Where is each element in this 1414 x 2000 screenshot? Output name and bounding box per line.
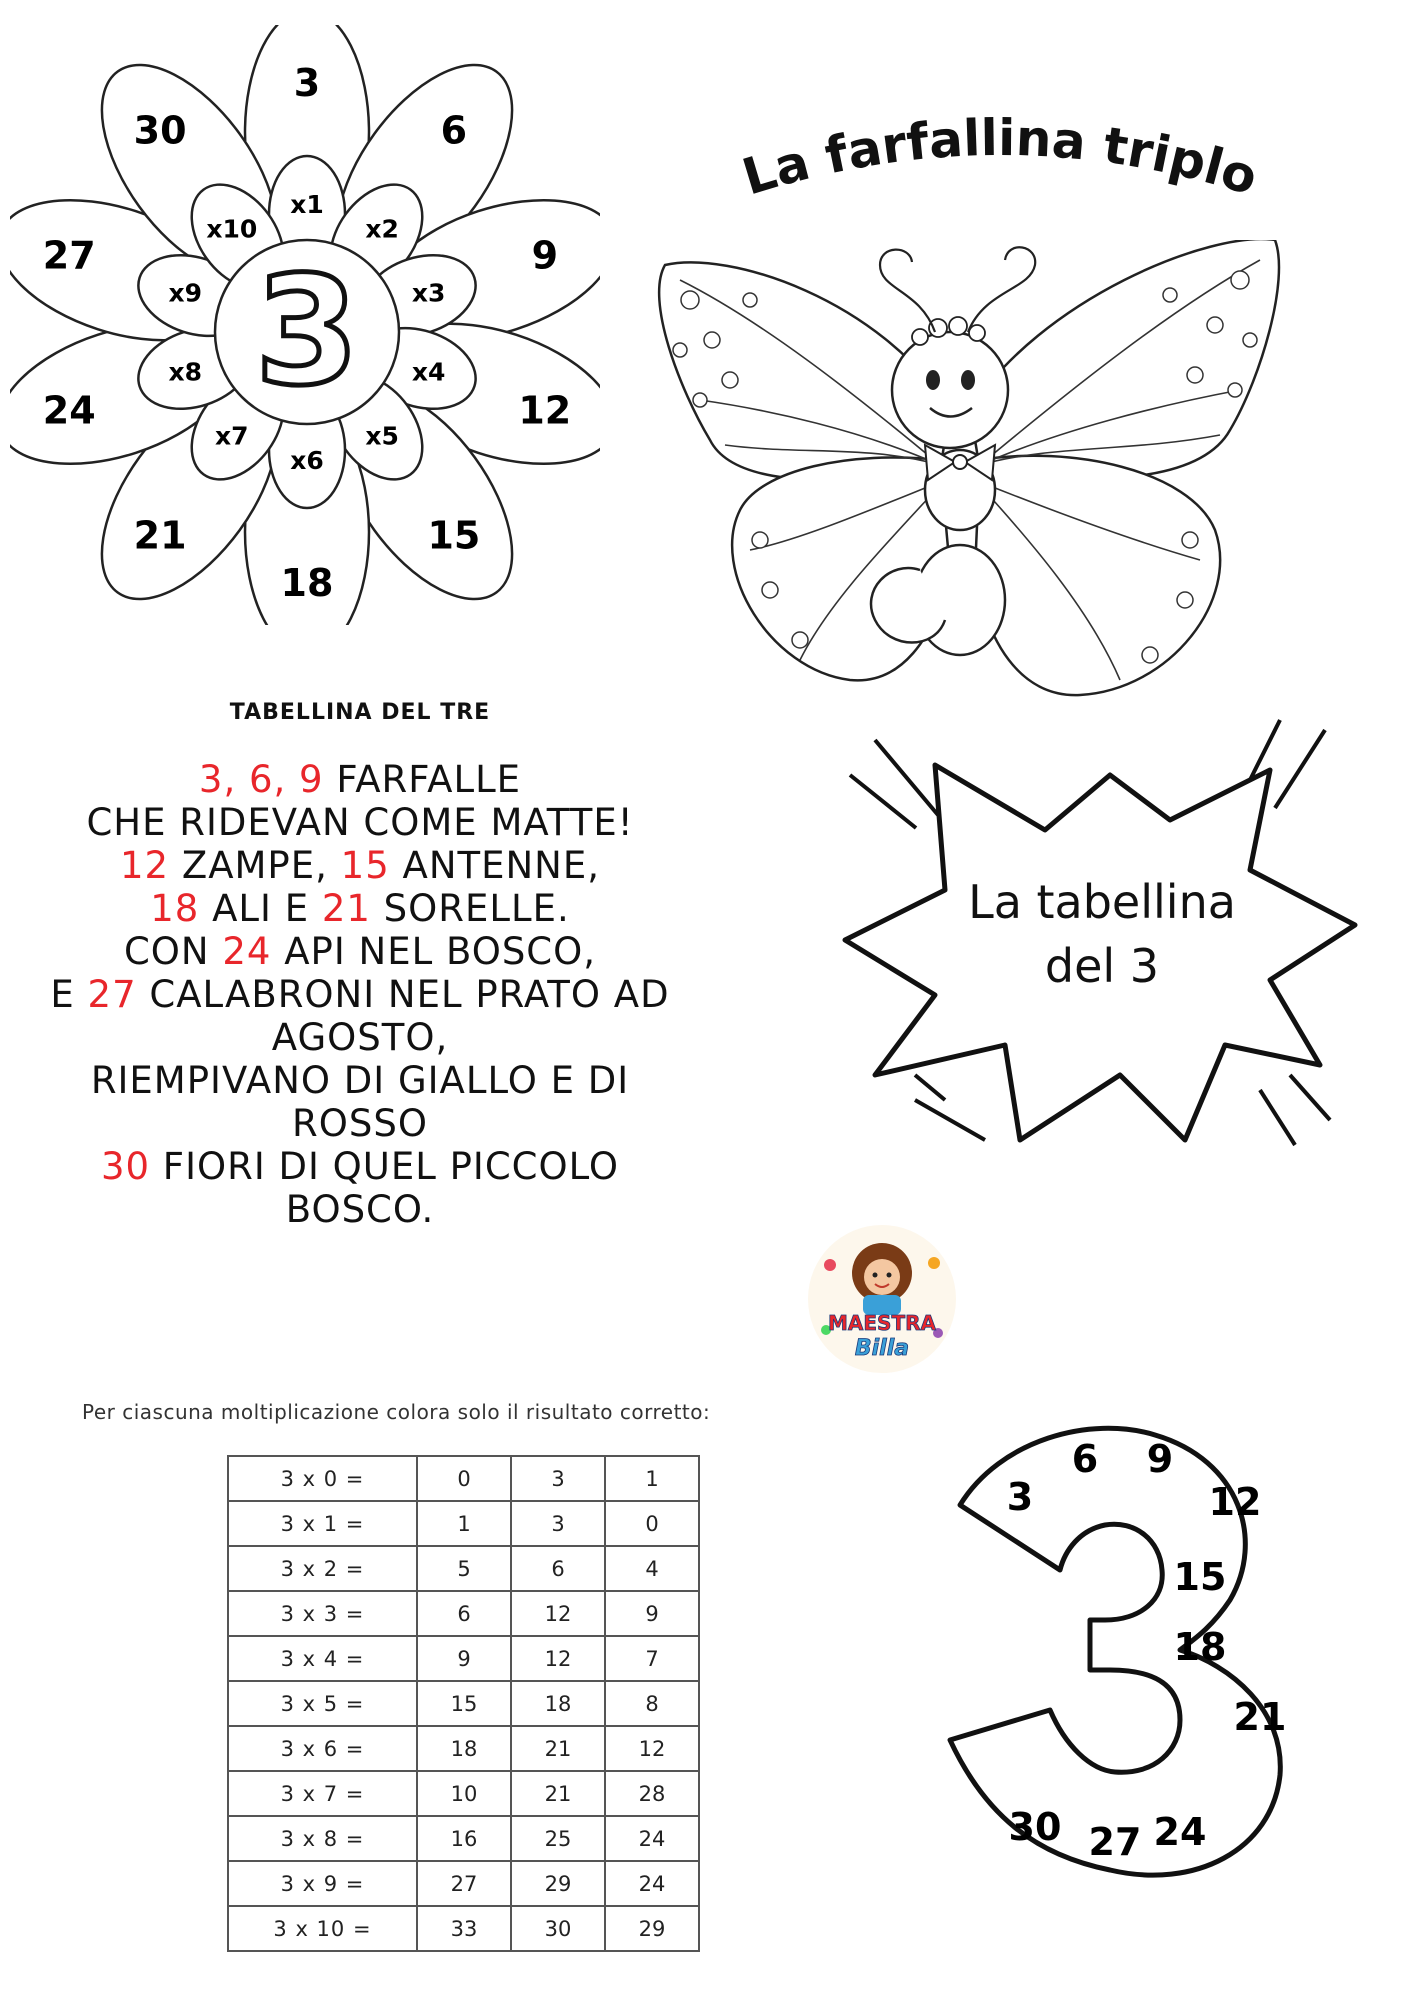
answer-option[interactable]: 27 (417, 1861, 511, 1906)
poem-text: E (50, 973, 88, 1016)
table-row (228, 1636, 699, 1681)
flower-product: 24 (42, 388, 96, 433)
answer-option[interactable]: 21 (511, 1726, 605, 1771)
answer-option[interactable]: 24 (605, 1816, 699, 1861)
answer-option[interactable]: 33 (417, 1906, 511, 1951)
answer-option[interactable]: 1 (605, 1456, 699, 1501)
answer-option[interactable]: 9 (417, 1636, 511, 1681)
answer-option[interactable]: 6 (511, 1546, 605, 1591)
table-row (228, 1546, 699, 1591)
flower-product: 3 (293, 61, 321, 105)
multiplication-expression: 3 x 9 = (228, 1861, 417, 1906)
flower-product: 9 (531, 233, 559, 278)
multiplication-expression: 3 x 1 = (228, 1501, 417, 1546)
answer-option[interactable]: 29 (511, 1861, 605, 1906)
poem-text: AGOSTO, (271, 1016, 449, 1059)
flower-product: 12 (518, 388, 572, 433)
poem-number: 3, 6, 9 (198, 758, 324, 801)
answer-option[interactable]: 24 (605, 1861, 699, 1906)
answer-option[interactable]: 29 (605, 1906, 699, 1951)
table-row (228, 1591, 699, 1636)
burst-text-line2: del 3 (1044, 939, 1160, 993)
flower-multiplier: x8 (168, 357, 203, 387)
multiplication-flower (10, 25, 600, 625)
poem-text: CALABRONI NEL PRATO AD (136, 973, 670, 1016)
flower-product: 27 (42, 233, 96, 278)
answer-option[interactable]: 18 (511, 1681, 605, 1726)
poem-text: RIEMPIVANO DI GIALLO E DI (90, 1059, 630, 1102)
answer-option[interactable]: 21 (511, 1771, 605, 1816)
poem-line (20, 1059, 700, 1102)
flower-multiplier: x5 (365, 421, 399, 451)
multiplication-expression: 3 x 4 = (228, 1636, 417, 1681)
big-three-number: 21 (1233, 1695, 1287, 1739)
poem-text: API NEL BOSCO, (271, 930, 597, 973)
answer-option[interactable]: 8 (605, 1681, 699, 1726)
answer-option[interactable]: 15 (417, 1681, 511, 1726)
flower-multiplier: x9 (168, 278, 203, 308)
burst-bubble (820, 700, 1410, 1180)
multiplication-expression: 3 x 6 = (228, 1726, 417, 1771)
poem-text: FIORI DI QUEL PICCOLO (150, 1145, 620, 1188)
poem-line (20, 801, 700, 844)
table-row (228, 1456, 699, 1501)
poem-number: 27 (87, 973, 137, 1016)
poem-line (20, 1145, 700, 1188)
flower-multiplier: x4 (411, 357, 446, 387)
multiplication-expression: 3 x 3 = (228, 1591, 417, 1636)
exercise-instruction: Per ciascuna moltiplicazione colora solo il risultato corretto: (82, 1400, 711, 1424)
multiplication-table (227, 1455, 700, 1952)
flower-center-number: 3 (254, 245, 360, 419)
answer-option[interactable]: 12 (511, 1591, 605, 1636)
logo-graphic (808, 1225, 956, 1373)
answer-option[interactable]: 25 (511, 1816, 605, 1861)
poem-line (20, 930, 700, 973)
big-three-number: 15 (1173, 1555, 1227, 1599)
poem-number: 15 (340, 844, 390, 887)
multiplication-expression: 3 x 8 = (228, 1816, 417, 1861)
answer-option[interactable]: 16 (417, 1816, 511, 1861)
answer-option[interactable]: 28 (605, 1771, 699, 1816)
page-title: La farfallina triplo (735, 108, 1265, 207)
poem-text: CHE RIDEVAN COME MATTE! (86, 801, 634, 844)
burst-text-line1: La tabellina (968, 875, 1236, 929)
flower-product: 15 (427, 513, 481, 558)
poem-line (20, 1102, 700, 1145)
poem-line (20, 1188, 700, 1231)
poem-text: BOSCO. (285, 1188, 435, 1231)
flower-multiplier: x2 (365, 214, 399, 244)
poem-line (20, 887, 700, 930)
poem-line (20, 973, 700, 1016)
answer-option[interactable]: 3 (511, 1501, 605, 1546)
answer-option[interactable]: 30 (511, 1906, 605, 1951)
multiplication-expression: 3 x 2 = (228, 1546, 417, 1591)
poem-text: FARFALLE (323, 758, 522, 801)
answer-option[interactable]: 3 (511, 1456, 605, 1501)
big-three-number: 30 (1008, 1805, 1062, 1849)
poem-number: 18 (150, 887, 200, 930)
answer-option[interactable]: 0 (417, 1456, 511, 1501)
multiplication-expression: 3 x 0 = (228, 1456, 417, 1501)
flower-product: 18 (280, 561, 334, 605)
flower-multiplier: x6 (290, 446, 324, 475)
flower-multiplier: x1 (290, 190, 324, 219)
poem-number: 24 (222, 930, 272, 973)
table-row (228, 1501, 699, 1546)
table-row (228, 1906, 699, 1951)
flower-multiplier: x7 (215, 421, 249, 451)
answer-option[interactable]: 0 (605, 1501, 699, 1546)
answer-option[interactable]: 7 (605, 1636, 699, 1681)
title-arc (720, 85, 1280, 215)
flower-product: 30 (133, 108, 187, 153)
table-row (228, 1861, 699, 1906)
maestra-billa-logo (808, 1225, 956, 1373)
multiplication-expression: 3 x 5 = (228, 1681, 417, 1726)
poem-heading: TABELLINA DEL TRE (229, 700, 491, 725)
answer-option[interactable]: 18 (417, 1726, 511, 1771)
big-three-number: 3 (1006, 1475, 1034, 1519)
big-three (940, 1420, 1350, 1880)
answer-option[interactable]: 4 (605, 1546, 699, 1591)
answer-option[interactable]: 5 (417, 1546, 511, 1591)
poem-text: SORELLE. (370, 887, 570, 930)
poem-text: ROSSO (292, 1102, 428, 1145)
big-three-number: 12 (1208, 1480, 1262, 1524)
table-row (228, 1816, 699, 1861)
poem-number: 30 (100, 1145, 151, 1188)
answer-option[interactable]: 6 (417, 1591, 511, 1636)
poem-line (20, 844, 700, 887)
answer-option[interactable]: 9 (605, 1591, 699, 1636)
logo-text-line2: Billa (854, 1336, 910, 1361)
big-three-number: 6 (1071, 1437, 1099, 1481)
big-three-number: 18 (1173, 1625, 1227, 1669)
answer-option[interactable]: 1 (417, 1501, 511, 1546)
poem-text: ANTENNE, (389, 844, 600, 887)
flower-product: 6 (440, 108, 468, 153)
table-row (228, 1681, 699, 1726)
poem-number: 12 (120, 844, 170, 887)
multiplication-expression: 3 x 7 = (228, 1771, 417, 1816)
answer-option[interactable]: 12 (605, 1726, 699, 1771)
poem-text: CON (123, 930, 223, 973)
poem-text: ALI E (199, 887, 322, 930)
table-row (228, 1726, 699, 1771)
poem (20, 758, 700, 1231)
big-three-number: 24 (1153, 1810, 1207, 1854)
big-three-number: 9 (1146, 1437, 1174, 1481)
flower-multiplier: x3 (411, 278, 446, 308)
poem-line (20, 1016, 700, 1059)
poem-text: ZAMPE, (169, 844, 341, 887)
answer-option[interactable]: 10 (417, 1771, 511, 1816)
multiplication-expression: 3 x 10 = (228, 1906, 417, 1951)
answer-option[interactable]: 12 (511, 1636, 605, 1681)
flower-multiplier: x10 (206, 214, 258, 244)
butterfly-illustration (650, 240, 1290, 710)
table-row (228, 1771, 699, 1816)
big-three-number: 27 (1088, 1820, 1142, 1864)
poem-line (20, 758, 700, 801)
logo-text-line1: MAESTRA (828, 1311, 936, 1335)
flower-product: 21 (133, 513, 187, 558)
poem-number: 21 (321, 887, 371, 930)
